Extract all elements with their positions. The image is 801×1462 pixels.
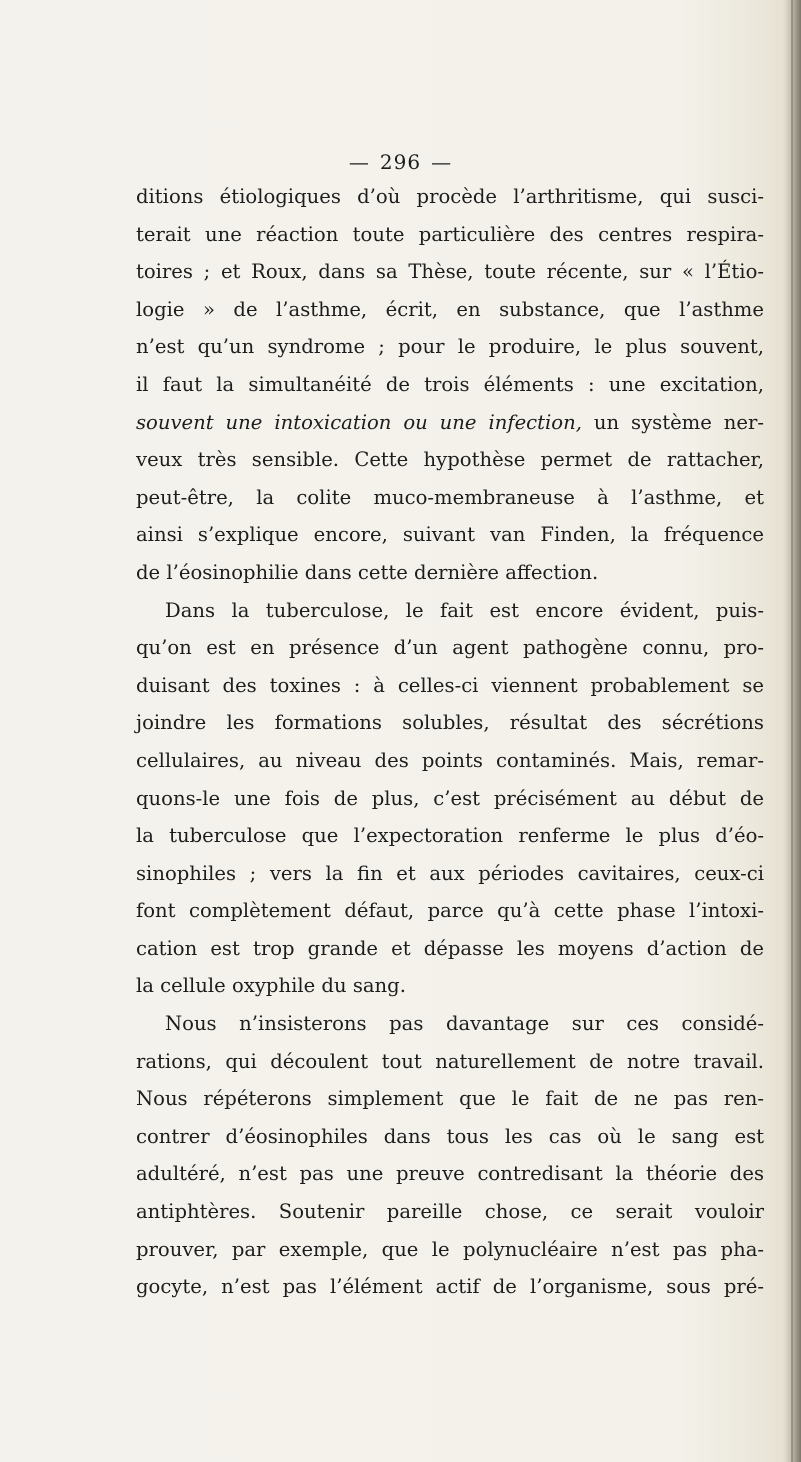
page-number: 296 xyxy=(379,150,422,174)
body-text xyxy=(136,178,764,1306)
text-line: terait une réaction toute particulière des centres respira- xyxy=(136,222,764,246)
text-line: gocyte, n’est pas l’élément actif de l’organisme, sous pré- xyxy=(136,1275,764,1299)
text-line: joindre les formations solubles, résultat des sécrétions xyxy=(136,711,764,735)
text-line: quons-le une fois de plus, c’est précisément au début de xyxy=(136,786,764,810)
text-line: sinophiles ; vers la fin et aux périodes cavitaires, ceux-ci xyxy=(136,861,764,885)
text-line: cation est trop grande et dépasse les moyens d’action de xyxy=(136,936,764,960)
text-line: la cellule oxyphile du sang. xyxy=(136,974,406,998)
text-line: Nous répéterons simplement que le fait de ne pas ren- xyxy=(136,1087,764,1111)
text-line: qu’on est en présence d’un agent pathogène connu, pro- xyxy=(136,636,764,660)
text-line-rest: un système ner- xyxy=(581,410,764,434)
text-line: Dans la tuberculose, le fait est encore évident, puis- xyxy=(165,598,764,622)
header-dash-left: — xyxy=(348,150,370,174)
text-line: rations, qui découlent tout naturellement de notre travail. xyxy=(136,1049,764,1073)
text-line: ditions étiologiques d’où procède l’arthritisme, qui susci- xyxy=(136,185,764,208)
text-line: peut-être, la colite muco-membraneuse à l’asthme, et xyxy=(136,485,764,509)
text-line: logie » de l’asthme, écrit, en substance, que l’asthme xyxy=(136,297,764,321)
header-dash-right: — xyxy=(431,150,453,174)
italic-phrase: souvent une intoxication ou une infection, xyxy=(136,410,582,434)
text-line: il faut la simultanéité de trois éléments : une excitation, xyxy=(136,372,764,396)
text-line: adultéré, n’est pas une preuve contredisant la théorie des xyxy=(136,1162,764,1186)
text-line: contrer d’éosinophiles dans tous les cas où le sang est xyxy=(136,1124,764,1148)
text-line: la tuberculose que l’expectoration renferme le plus d’éo- xyxy=(136,824,764,848)
page-header xyxy=(0,150,801,174)
text-line xyxy=(136,404,764,442)
text-line: ainsi s’explique encore, suivant van Finden, la fréquence xyxy=(136,523,764,547)
text-line: cellulaires, au niveau des points contaminés. Mais, remar- xyxy=(136,748,764,772)
text-line: Nous n’insisterons pas davantage sur ces considé- xyxy=(165,1012,764,1036)
text-line: antiphtères. Soutenir pareille chose, ce serait vouloir xyxy=(136,1200,764,1224)
page-edge-line xyxy=(791,0,793,1462)
text-line: veux très sensible. Cette hypothèse permet de rattacher, xyxy=(136,448,764,472)
text-line: font complètement défaut, parce qu’à cette phase l’intoxi- xyxy=(136,899,764,923)
text-line: duisant des toxines : à celles-ci viennent probablement se xyxy=(136,673,764,697)
text-line: prouver, par exemple, que le polynucléaire n’est pas pha- xyxy=(136,1237,764,1261)
text-line: toires ; et Roux, dans sa Thèse, toute récente, sur « l’Étio- xyxy=(136,260,764,284)
text-line: de l’éosinophilie dans cette dernière affection. xyxy=(136,560,599,584)
text-line: n’est qu’un syndrome ; pour le produire, le plus souvent, xyxy=(136,335,764,359)
